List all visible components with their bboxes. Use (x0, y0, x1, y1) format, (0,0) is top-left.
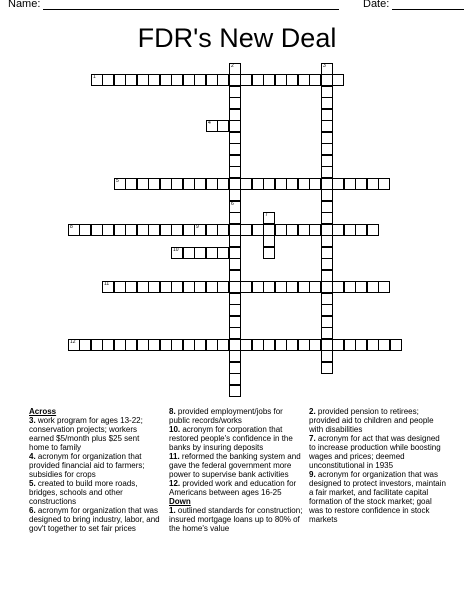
grid-cell[interactable] (263, 247, 275, 259)
clue-item (29, 452, 161, 479)
grid-cell[interactable] (321, 350, 333, 362)
grid-cell[interactable] (79, 339, 91, 351)
grid-cell[interactable] (125, 339, 137, 351)
clue-num: 10. (169, 425, 181, 434)
grid-cell[interactable] (321, 304, 333, 316)
grid-cell[interactable] (102, 281, 114, 293)
grid-cell[interactable] (321, 63, 333, 75)
clue-text: reformed the banking system and gave the federal government more power to supervise bank activities (169, 452, 301, 479)
clue-number: 8 (70, 224, 73, 230)
grid-cell[interactable] (263, 339, 275, 351)
grid-cell[interactable] (309, 224, 321, 236)
clue-text: provided employment/jobs for public records/works (169, 407, 283, 425)
clue-item (29, 506, 161, 533)
grid-cell[interactable] (240, 178, 252, 190)
grid-cell[interactable] (321, 362, 333, 374)
clue-item (29, 479, 161, 506)
page-title: FDR's New Deal (137, 23, 337, 53)
grid-cell[interactable] (171, 247, 183, 259)
clue-num: 3. (29, 416, 36, 425)
grid-cell[interactable] (321, 212, 333, 224)
clue-item (169, 452, 304, 479)
clues-column-2 (169, 407, 304, 533)
grid-cell[interactable] (229, 258, 241, 270)
grid-cell[interactable] (229, 373, 241, 385)
grid-cell[interactable] (355, 281, 367, 293)
clue-number: 12 (70, 339, 76, 345)
clue-item (309, 470, 447, 524)
grid-cell[interactable] (217, 339, 229, 351)
grid-cell[interactable] (229, 143, 241, 155)
clue-item (29, 416, 161, 452)
grid-cell[interactable] (171, 224, 183, 236)
grid-cell[interactable] (240, 224, 252, 236)
grid-cell[interactable] (263, 235, 275, 247)
grid-cell[interactable] (321, 258, 333, 270)
grid-cell[interactable] (125, 74, 137, 86)
clue-item (309, 434, 447, 470)
grid-cell[interactable] (229, 166, 241, 178)
grid-cell[interactable] (263, 178, 275, 190)
clue-number: 2 (231, 63, 234, 69)
grid-cell[interactable] (286, 339, 298, 351)
clue-num: 12. (169, 479, 181, 488)
grid-cell[interactable] (217, 247, 229, 259)
down-heading: Down (169, 497, 191, 506)
grid-cell[interactable] (148, 281, 160, 293)
clue-item (169, 479, 304, 497)
grid-cell[interactable] (240, 74, 252, 86)
grid-cell[interactable] (194, 178, 206, 190)
clue-number: 4 (208, 120, 211, 126)
grid-cell[interactable] (390, 339, 402, 351)
grid-cell[interactable] (229, 235, 241, 247)
grid-cell[interactable] (217, 120, 229, 132)
grid-cell[interactable] (332, 339, 344, 351)
grid-cell[interactable] (252, 224, 264, 236)
grid-cell[interactable] (125, 224, 137, 236)
clue-number: 6 (231, 201, 234, 207)
clue-number: 9 (196, 224, 199, 230)
grid-cell[interactable] (332, 281, 344, 293)
grid-cell[interactable] (171, 178, 183, 190)
clue-num: 7. (309, 434, 316, 443)
grid-cell[interactable] (378, 178, 390, 190)
clue-number: 7 (265, 212, 268, 218)
clue-text: acronym for organization that was designed to protect investors, maintain a fair market, and facilitate capital formation of the stock market; goal was to restore confidence in stock markets (309, 470, 446, 524)
grid-cell[interactable] (194, 247, 206, 259)
grid-cell[interactable] (321, 120, 333, 132)
grid-cell[interactable] (332, 74, 344, 86)
clues-column-1 (29, 407, 161, 533)
grid-cell[interactable] (286, 224, 298, 236)
grid-cell[interactable] (355, 339, 367, 351)
grid-cell[interactable] (263, 281, 275, 293)
grid-cell[interactable] (217, 178, 229, 190)
grid-cell[interactable] (229, 63, 241, 75)
grid-cell[interactable] (378, 281, 390, 293)
grid-cell[interactable] (229, 189, 241, 201)
clue-num: 4. (29, 452, 36, 461)
grid-cell[interactable] (217, 281, 229, 293)
clue-num: 1. (169, 506, 176, 515)
grid-cell[interactable] (321, 327, 333, 339)
grid-cell[interactable] (102, 74, 114, 86)
grid-cell[interactable] (332, 178, 344, 190)
grid-cell[interactable] (79, 224, 91, 236)
grid-cell[interactable] (102, 339, 114, 351)
clue-text: provided work and education for Americans between ages 16-25 (169, 479, 297, 497)
clue-text: provided pension to retirees; provided aid to children and people with disabilities (309, 407, 434, 434)
clue-item (309, 407, 447, 434)
grid-cell[interactable] (286, 281, 298, 293)
grid-cell[interactable] (309, 281, 321, 293)
grid-cell[interactable] (367, 224, 379, 236)
grid-cell[interactable] (332, 224, 344, 236)
grid-cell[interactable] (171, 281, 183, 293)
grid-cell[interactable] (240, 339, 252, 351)
clue-text: acronym for organization that provided financial aid to farmers; subsidies for crops (29, 452, 145, 479)
grid-cell[interactable] (321, 189, 333, 201)
grid-cell[interactable] (355, 178, 367, 190)
clue-num: 11. (169, 452, 180, 461)
clue-num: 9. (309, 470, 316, 479)
grid-cell[interactable] (148, 74, 160, 86)
grid-cell[interactable] (229, 385, 241, 397)
clue-num: 8. (169, 407, 176, 416)
clue-text: created to build more roads, bridges, schools and other constructions (29, 479, 138, 506)
clue-number: 11 (104, 281, 110, 287)
grid-cell[interactable] (309, 178, 321, 190)
name-label: Name: (8, 0, 41, 10)
grid-cell[interactable] (171, 339, 183, 351)
grid-cell[interactable] (217, 224, 229, 236)
grid-cell[interactable] (355, 224, 367, 236)
grid-cell[interactable] (229, 212, 241, 224)
grid-cell[interactable] (378, 339, 390, 351)
grid-cell[interactable] (194, 74, 206, 86)
grid-cell[interactable] (309, 339, 321, 351)
grid-cell[interactable] (194, 281, 206, 293)
grid-cell[interactable] (229, 304, 241, 316)
clue-text: acronym for organization that was designed to bring industry, labor, and gov't together to set fair prices (29, 506, 160, 533)
grid-cell[interactable] (229, 350, 241, 362)
grid-cell[interactable] (321, 166, 333, 178)
clue-num: 2. (309, 407, 316, 416)
clue-text: acronym for corporation that restored people's confidence in the banks by insuring deposits (169, 425, 293, 452)
clue-text: outlined standards for construction; insured mortgage loans up to 80% of the home's value (169, 506, 303, 533)
clue-number: 3 (323, 63, 326, 69)
clue-text: work program for ages 13-22; conservation projects; workers earned $5/month plus $25 sent home to family (29, 416, 143, 452)
clue-number: 10 (173, 247, 179, 253)
grid-cell[interactable] (194, 224, 206, 236)
clue-num: 5. (29, 479, 36, 488)
clue-number: 5 (116, 178, 119, 184)
grid-cell[interactable] (148, 339, 160, 351)
grid-cell[interactable] (217, 74, 229, 86)
grid-cell[interactable] (263, 74, 275, 86)
grid-cell[interactable] (229, 97, 241, 109)
grid-cell[interactable] (148, 224, 160, 236)
clue-item (169, 425, 304, 452)
clue-text: acronym for act that was designed to increase production while boosting wages and prices; deemed unconstitutional in 1935 (309, 434, 441, 470)
grid-cell[interactable] (309, 74, 321, 86)
grid-cell[interactable] (229, 120, 241, 132)
grid-cell[interactable] (240, 281, 252, 293)
clue-item (169, 506, 304, 533)
grid-cell[interactable] (125, 178, 137, 190)
grid-cell[interactable] (102, 224, 114, 236)
grid-cell[interactable] (263, 212, 275, 224)
grid-cell[interactable] (321, 235, 333, 247)
grid-cell[interactable] (286, 178, 298, 190)
grid-cell[interactable] (125, 281, 137, 293)
grid-cell[interactable] (171, 74, 183, 86)
clue-item (169, 407, 304, 425)
grid-cell[interactable] (321, 97, 333, 109)
clue-number: 1 (93, 74, 96, 80)
grid-cell[interactable] (321, 143, 333, 155)
grid-cell[interactable] (148, 178, 160, 190)
date-label: Date: (363, 0, 390, 10)
grid-cell[interactable] (229, 327, 241, 339)
clues-column-3 (309, 407, 447, 524)
clue-num: 6. (29, 506, 36, 515)
grid-cell[interactable] (194, 339, 206, 351)
across-heading: Across (29, 407, 57, 416)
grid-cell[interactable] (286, 74, 298, 86)
